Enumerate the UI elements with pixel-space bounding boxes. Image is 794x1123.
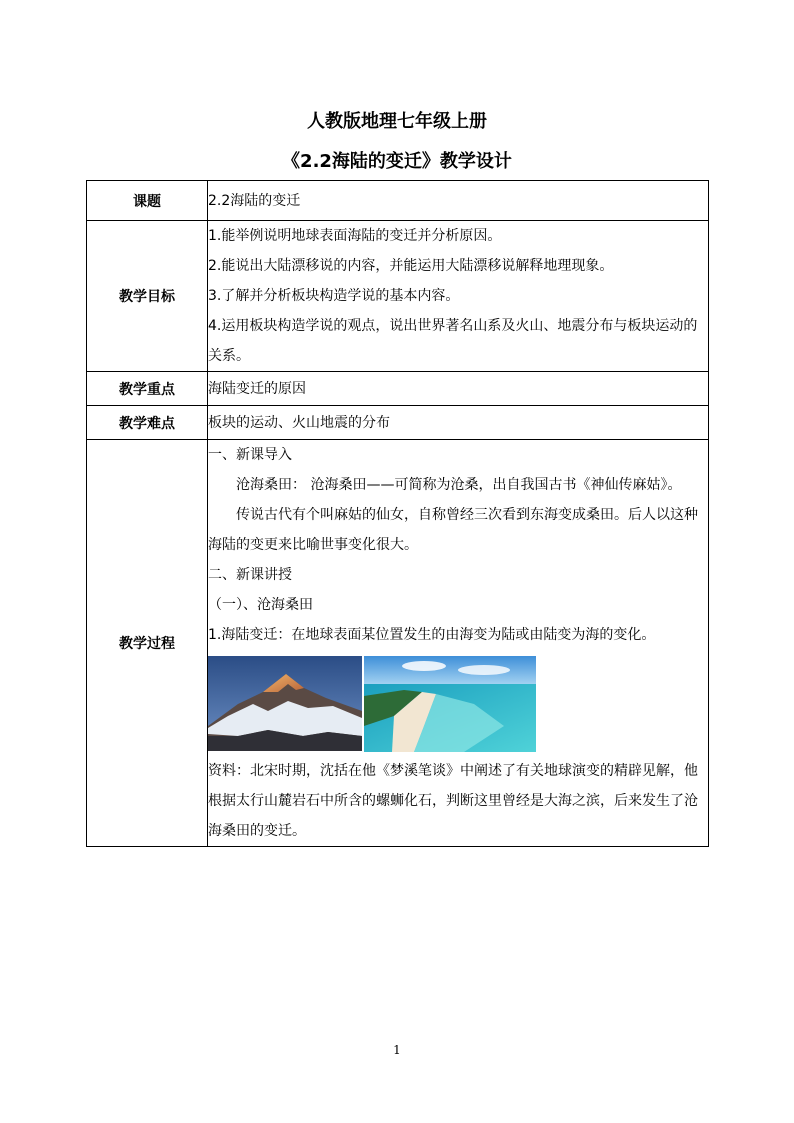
- goal-item: 1.能举例说明地球表面海陆的变迁并分析原因。: [208, 228, 502, 244]
- table-row-difficulties: [87, 406, 709, 440]
- subsection1-heading: （一）、沧海桑田: [208, 597, 313, 613]
- section1-paragraph: 传说古代有个叫麻姑的仙女，自称曾经三次看到东海变成桑田。后人以这种海陆的变更来比喻世事变化很大。: [208, 507, 698, 553]
- key-points-value: 海陆变迁的原因: [208, 372, 709, 406]
- goal-item: 3.了解并分析板块构造学说的基本内容。: [208, 288, 460, 304]
- section2-heading: 二、新课讲授: [208, 567, 292, 583]
- page-number: 1: [393, 1043, 401, 1057]
- table-row-topic: [87, 181, 709, 221]
- topic-value: 2.2海陆的变迁: [208, 181, 709, 221]
- document-title: 人教版地理七年级上册: [307, 111, 487, 132]
- goals-content: [208, 221, 709, 372]
- process-label: 教学过程: [87, 440, 208, 847]
- document-subtitle: 《2.2海陆的变迁》教学设计: [282, 151, 512, 172]
- material-text: 资料：北宋时期，沈括在他《梦溪笔谈》中阐述了有关地球演变的精辟见解，他根据太行山麓岩石中所含的螺蛳化石，判断这里曾经是大海之滨，后来发生了沧海桑田的变迁。: [208, 763, 698, 839]
- goal-item: 4.运用板块构造学说的观点，说出世界著名山系及火山、地震分布与板块运动的关系。: [208, 318, 698, 364]
- table-row-goals: [87, 221, 709, 372]
- goals-label: 教学目标: [87, 221, 208, 372]
- lesson-plan-table: [86, 180, 709, 847]
- table-row-process: [87, 440, 709, 847]
- topic-label: 课题: [87, 181, 208, 221]
- section1-heading: 一、新课导入: [208, 447, 292, 463]
- mountain-photo: [208, 656, 362, 751]
- process-content: [208, 440, 709, 847]
- section1-paragraph: 沧海桑田： 沧海桑田——可简称为沧桑，出自我国古书《神仙传麻姑》。: [236, 477, 682, 493]
- beach-photo: [364, 656, 536, 752]
- table-row-key-points: [87, 372, 709, 406]
- difficulties-label: 教学难点: [87, 406, 208, 440]
- illustration-images: [208, 656, 708, 752]
- key-points-label: 教学重点: [87, 372, 208, 406]
- difficulties-value: 板块的运动、火山地震的分布: [208, 406, 709, 440]
- point1-text: 1.海陆变迁：在地球表面某位置发生的由海变为陆或由陆变为海的变化。: [208, 627, 656, 643]
- goal-item: 2.能说出大陆漂移说的内容，并能运用大陆漂移说解释地理现象。: [208, 258, 614, 274]
